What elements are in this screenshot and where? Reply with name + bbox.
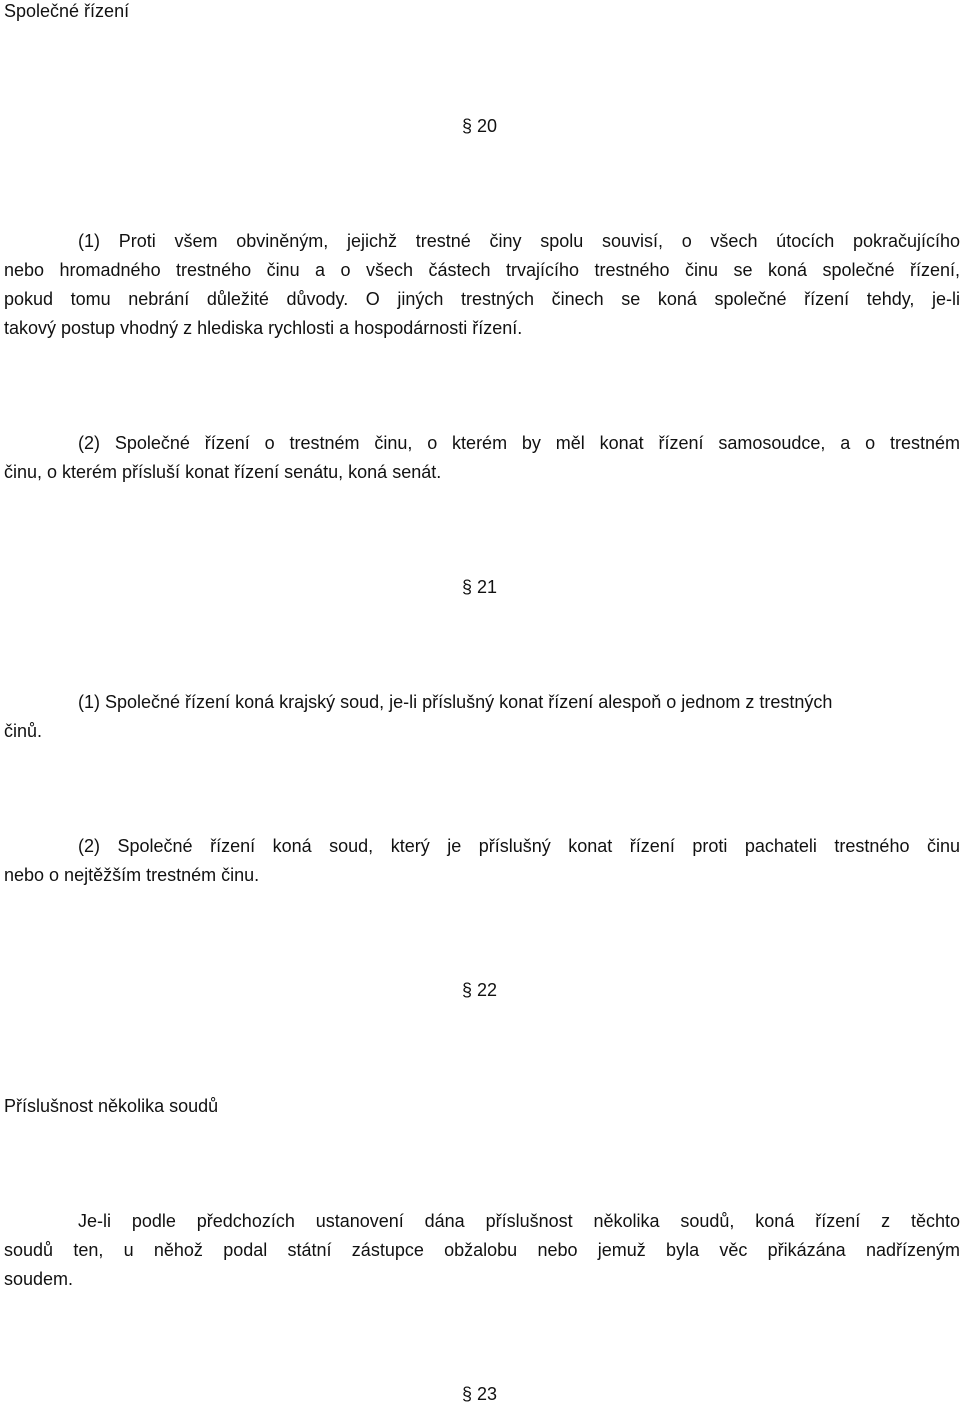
section-23-title: § 23 (462, 1384, 498, 1404)
s20-p1-line-2: nebo hromadného trestného činu a o všech částech trvajícího trestného činu se koná společné řízení, (4, 260, 960, 280)
s21-p2-line-1: (2) Společné řízení koná soud, který je příslušný konat řízení proti pachateli trestného činu (78, 836, 960, 856)
s22-subheading: Příslušnost několika soudů (4, 1096, 219, 1116)
s22-p1-line-3: soudem. (4, 1269, 74, 1289)
s20-p2-line-2: činu, o kterém přísluší konat řízení senátu, koná senát. (4, 462, 442, 482)
s21-p2-line-2: nebo o nejtěžším trestném činu. (4, 865, 260, 885)
s21-p1-line-1: (1) Společné řízení koná krajský soud, je-li příslušný konat řízení alespoň o jednom z trestných (78, 692, 833, 712)
s20-p1-line-4: takový postup vhodný z hlediska rychlosti a hospodárnosti řízení. (4, 318, 523, 338)
section-21-title: § 21 (462, 577, 498, 597)
s20-p2-line-1: (2) Společné řízení o trestném činu, o kterém by měl konat řízení samosoudce, a o trestném (78, 433, 960, 453)
s20-p1-line-1: (1) Proti všem obviněným, jejichž trestné činy spolu souvisí, o všech útocích pokračujícího (78, 231, 960, 251)
s22-p1-line-1: Je-li podle předchozích ustanovení dána příslušnost několika soudů, koná řízení z těchto (78, 1211, 960, 1231)
s20-p1-line-3: pokud tomu nebrání důležité důvody. O jiných trestných činech se koná společné řízení tehdy, je-li (4, 289, 960, 309)
s22-p1-line-2: soudů ten, u něhož podal státní zástupce obžalobu nebo jemuž byla věc přikázána nadřízeným (4, 1240, 960, 1260)
section-22-title: § 22 (462, 980, 498, 1000)
document-heading: Společné řízení (4, 1, 130, 21)
section-20-title: § 20 (462, 116, 498, 136)
s21-p1-line-2: činů. (4, 721, 43, 741)
